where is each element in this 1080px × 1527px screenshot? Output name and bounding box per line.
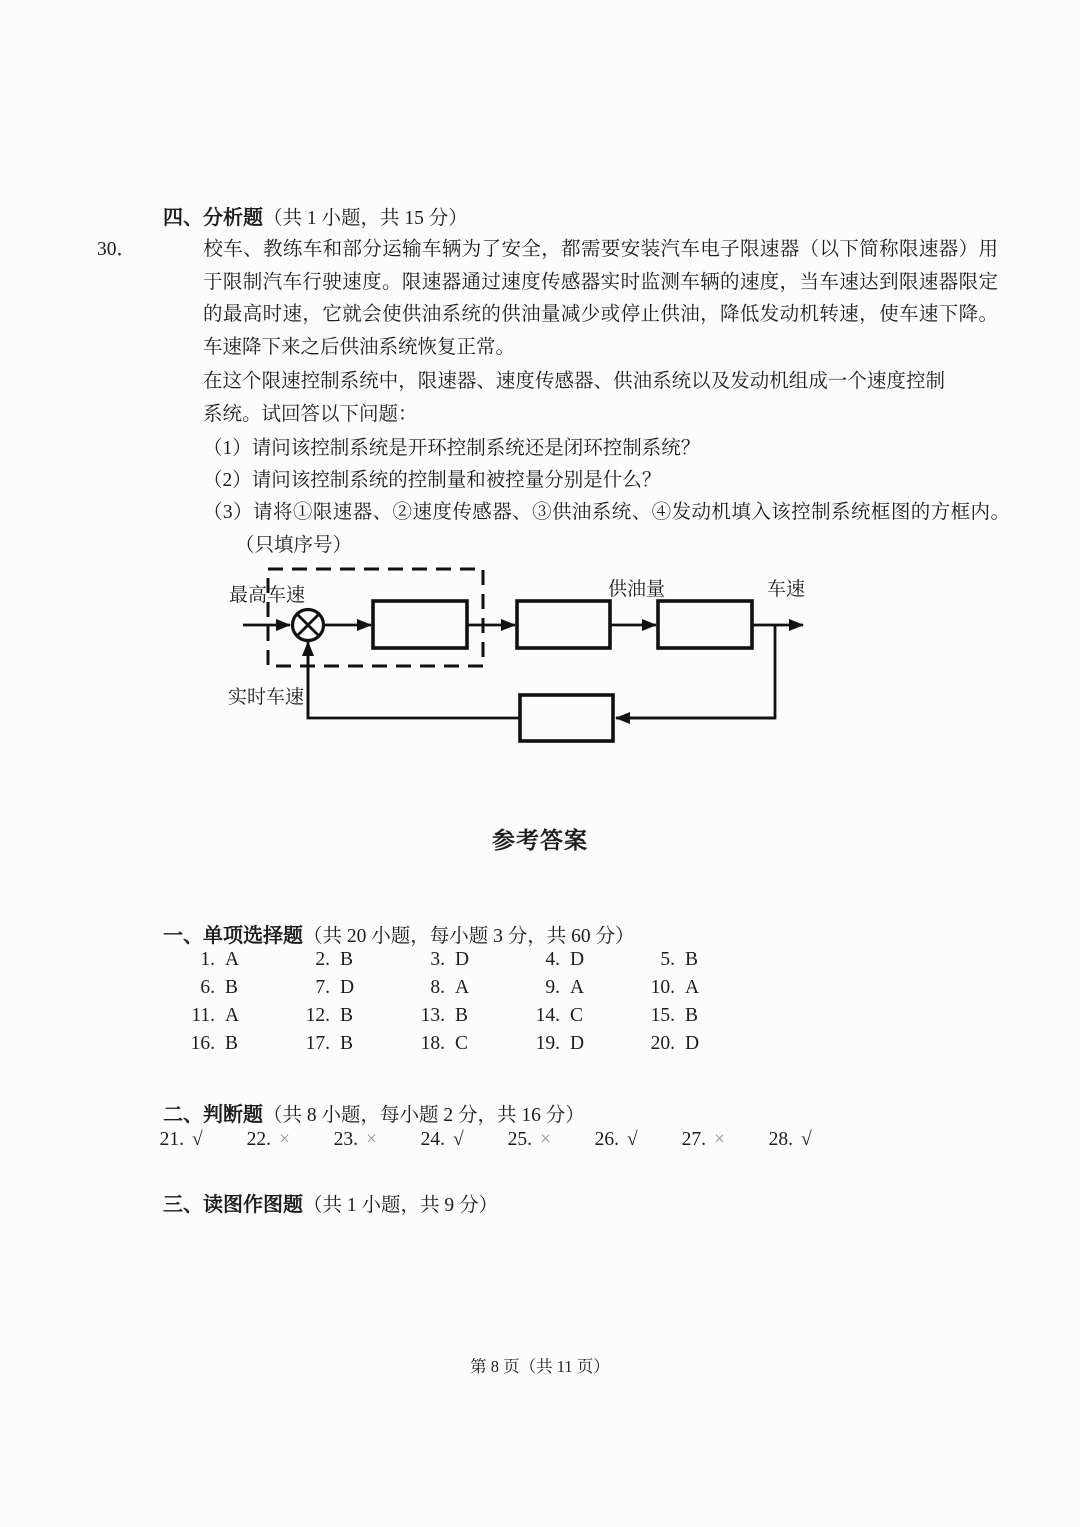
label-vehicle-speed: 车速 <box>767 579 806 600</box>
mc-answer: 8. A <box>430 977 470 998</box>
mc-answer: 2. B <box>315 949 354 970</box>
section1-heading <box>163 919 635 948</box>
tf-answer: 21. √ <box>159 1129 203 1150</box>
tf-answer: 23. × <box>333 1129 377 1150</box>
label-max-speed: 最高车速 <box>229 585 306 606</box>
mc-answer: 10. A <box>650 977 700 998</box>
question-30-number: 30． <box>97 239 137 260</box>
mc-answers-row-3 <box>188 1005 763 1027</box>
mc-answer: 19. D <box>535 1033 585 1054</box>
control-system-diagram <box>170 553 870 778</box>
feedback-line-left <box>308 645 520 718</box>
tf-answer: 22. × <box>246 1129 290 1150</box>
section4-title: 四、分析题 <box>163 207 263 229</box>
mc-answer: 5. B <box>660 949 699 970</box>
answer-box-2 <box>517 601 610 648</box>
question-30-paragraph2: 在这个限速控制系统中，限速器、速度传感器、供油系统以及发动机组成一个速度控制系统。试回答以下问题： <box>203 371 945 425</box>
mc-answer: 6. B <box>200 977 239 998</box>
section2-title: 二、判断题 <box>163 1104 263 1126</box>
tf-answer: 27. × <box>681 1129 725 1150</box>
question-30-text: 校车、教练车和部分运输车辆为了安全，都需要安装汽车电子限速器（以下简称限速器）用于限制汽车行驶速度。限速器通过速度传感器实时监测车辆的速度，当车速达到限速器限定的最高时速，它就会使供油系统的供油量减少或停止供油，降低发动机转速，使车速下降。车速降下来之后供油系统恢复正常。 <box>203 239 998 358</box>
answer-box-3 <box>658 601 752 648</box>
mc-answer: 18. C <box>420 1033 469 1054</box>
mc-answers-row-4 <box>188 1033 763 1055</box>
sub-question-1: （1）请问该控制系统是开环控制系统还是闭环控制系统？ <box>203 438 701 459</box>
answer-box-feedback <box>520 695 613 741</box>
mc-answer: 12. B <box>305 1005 354 1026</box>
mc-answer: 9. A <box>545 977 585 998</box>
section1-title: 一、单项选择题 <box>163 925 303 947</box>
mc-answer: 14. C <box>535 1005 584 1026</box>
section2-heading <box>163 1098 585 1127</box>
tf-answers-row <box>148 1129 844 1151</box>
tf-answer: 28. √ <box>768 1129 812 1150</box>
section3-heading <box>163 1188 498 1217</box>
section4-meta: （共 1 小题，共 15 分） <box>263 208 468 229</box>
mc-answer: 3. D <box>430 949 470 970</box>
question-30 <box>97 234 998 364</box>
sub-question-2: （2）请问该控制系统的控制量和被控量分别是什么？ <box>203 470 662 491</box>
mc-answers-row-2 <box>188 977 763 999</box>
mc-answer: 16. B <box>190 1033 239 1054</box>
page-number-footer: 第 8 页（共 11 页） <box>470 1357 610 1376</box>
section2-meta: （共 8 小题，每小题 2 分，共 16 分） <box>263 1105 585 1126</box>
section3-title: 三、读图作图题 <box>163 1194 303 1216</box>
section1-meta: （共 20 小题，每小题 3 分，共 60 分） <box>303 926 635 947</box>
label-realtime-speed: 实时车速 <box>228 687 305 708</box>
block-diagram-svg <box>170 553 870 773</box>
mc-answer: 11. A <box>191 1005 240 1026</box>
label-fuel-amount: 供油量 <box>608 579 666 600</box>
mc-answer: 20. D <box>650 1033 700 1054</box>
tf-answer: 25. × <box>507 1129 551 1150</box>
mc-answer: 7. D <box>315 977 355 998</box>
mc-answer: 1. A <box>200 949 240 970</box>
sub-question-3: （3）请将①限速器、②速度传感器、③供油系统、④发动机填入该控制系统框图的方框内。（只填序号） <box>203 502 1010 556</box>
answers-title: 参考答案 <box>492 828 588 853</box>
section3-meta: （共 1 小题，共 9 分） <box>303 1195 499 1216</box>
answer-box-1 <box>373 601 467 648</box>
section4-heading <box>163 201 468 230</box>
mc-answer: 13. B <box>420 1005 469 1026</box>
tf-answer: 24. √ <box>420 1129 464 1150</box>
tf-answer: 26. √ <box>594 1129 638 1150</box>
mc-answer: 17. B <box>305 1033 354 1054</box>
mc-answers-row-1 <box>188 949 763 971</box>
mc-answer: 15. B <box>650 1005 699 1026</box>
mc-answer: 4. D <box>545 949 585 970</box>
